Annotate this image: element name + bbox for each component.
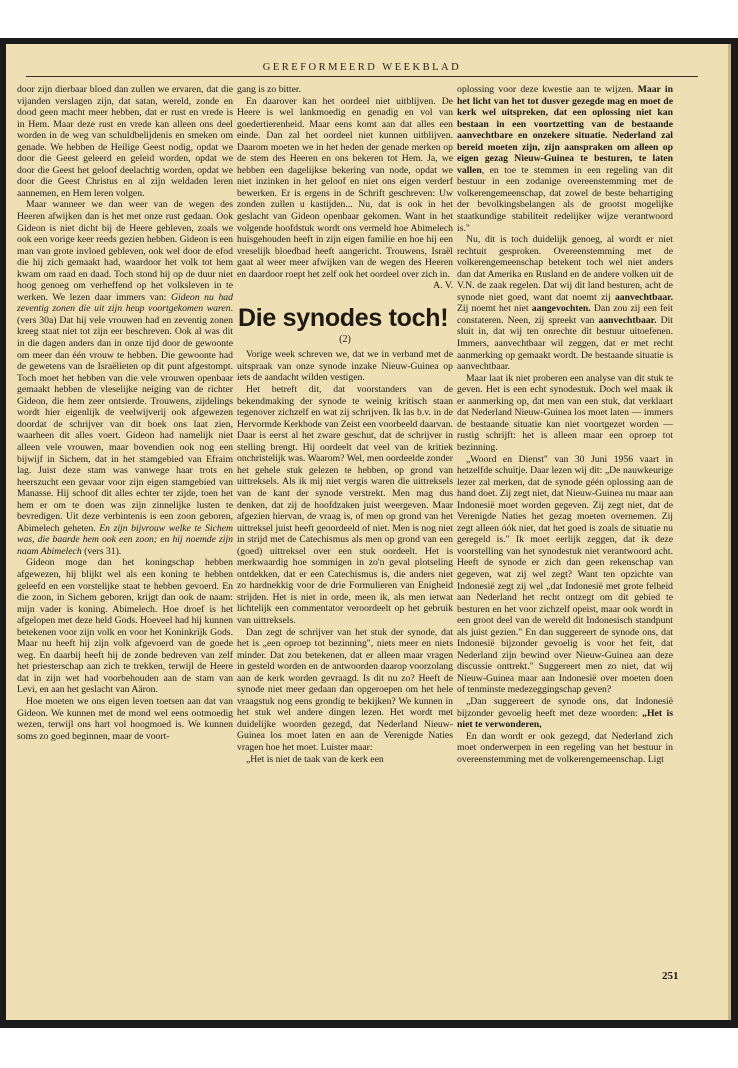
paragraph: Dan zegt de schrijver van het stuk der synode, dat het is „een oproep tot bezinning", niets meer en niets minder. Dat zou betekenen, dat er alleen maar vragen in gesteld worden en de antwoorden daarop voorzolang aan de kerk worden gevraagd. Is dit nu zo? Heeft de synode niet meer gedaan dan opgeroepen om het hele vraagstuk nog eens grondig te bekijken? We kunnen in het stuk wel andere dingen lezen. Het wordt met duidelijke woorden gezegd, dat Nederland Nieuw-Guinea los moet laten en aan de Verenigde Naties vragen hoe het moet. Luister maar: [237,626,453,753]
text-run: (vers 31). [81,545,122,557]
bold-quote: „Het is niet te verwonderen, [457,707,674,731]
text-run: , en toe te stemmen in een regeling van dit bestuur in een zodanige overeenstemming met de volkerengemeenschap, dat zowel de beste behartiging der bevolkingsbelangen als de grootst mogelijke staatkundige stabiliteit redelijker wijze verantwoord is." [457,164,673,234]
text-run: . (vers 30a) Dat hij vele vrouwen had en zeventig zonen kreeg staat niet tot zijn eer beschreven. Ook al was dit in die dagen anders dan in onze tijd door de gewoonte om meer dan één vrouw te hebben. Die gewoonte had de gewetens van de Israëlieten op dit punt afgestompt. Toch moet het hebben van die vele vrouwen openbaar gemaakt hebben de vleselijke neiging van de richter Gideon, die hem zeer ontsierde. Trouwens, zijdelings wordt hier eigenlijk de veelwijverij ook afgewezen doordat de schrijver van dit boek ons laat zien, waarheen dit alles voert. Gideon had namelijk niet alleen vele vrouwen, maar bovendien ook nog een bijwijf in Sichem, dat in het stamgebied van Efraim lag. Juist deze stam was vanwege haar trots en heerszucht een gevaar voor zijn eigen stamgebied van Manasse. Hij schoof dit alles echter ter zijde, toen het hem er om te doen was zijn zinnelijke lusten te bevredigen. Uit deze verbintenis is een zoon geboren, Abimelech geheten. [17,303,233,534]
paragraph [17,199,233,557]
text-run: Maar wanneer we dan weer van de wegen des Heeren afwijken dan is het met onze rust gedaan. Ook Gideon is niet dicht bij de Heere gebleven, zoals we ook een vorige keer reeds gezien hebben. Gideon is een man van grote invloed gebleven, ook wel door de efod die hij zich gemaakt had, waardoor het volk tot hem kwam om raad en daad. Toch stond hij op de duur niet hoog genoeg om verheffend op het volksleven in te werken. We lezen daar immers van: [17,199,233,303]
scripture-quote: En zijn bijvrouw welke te Sichem was, die baarde hem ook een zoon; en hij noemde zijn naam Abimelech [17,522,233,557]
magazine-page [6,44,731,1020]
text-run: oplossing voor deze kwestie aan te wijzen. [457,84,638,95]
paragraph: Hoe moeten we ons eigen leven toetsen aan dat van Gideon. We kunnen met de mond wel eens ootmoedig wezen, terwijl ons hart vol hoogmoed is. We kunnen soms zo goed beginnen, maar de voort- [17,695,233,742]
bold-quote: Maar in het licht van het tot dusver gezegde mag en moet de kerk wel uitspreken, dat een oplossing niet kan bestaan in een voortzetting van de bestaande aanvechtbare en onzekere situatie. Nederland zal bereid moeten zijn, zijn aanspraken om alleen op eigen gezag Nieuw-Guinea te besturen, te laten vallen [457,84,673,176]
paragraph: door zijn dierbaar bloed dan zullen we ervaren, dat die vijanden verslagen zijn, dat satan, wereld, zonde en dood geen macht meer hebben, dat er rust en vrede is in Hem. Maar deze rust en vrede kan alleen ons deel worden in de weg van schuldbelijdenis en smeken om genade. We hebben de Heilige Geest nodig, opdat we door die Geest geleerd en geleid worden, opdat we door die Geest het geloof deelachtig worden, opdat we door die Geest Christus en al zijn weldaden leren aannemen, en Hem leren volgen. [17,84,233,199]
paragraph [457,696,673,731]
running-header: GEREFORMEERD WEEKBLAD [262,62,462,73]
paragraph [457,234,673,373]
bold-word: aangevochten. [531,303,591,315]
bold-word: aanvechtbaar. [614,291,673,303]
paragraph: En dan wordt er ook gezegd, dat Nederland zich moet onderwerpen in een regeling van het bestuur in overeenstemming met de volkerengemeenschap. Ligt [457,730,673,765]
column-1 [17,84,233,742]
paragraph: Het betreft dit, dat voorstanders van de bekendmaking der synode te weinig kritisch staan tegenover zichzelf en wat zij schrijven. Ik las b.v. in de Hervormde Kerkbode van Zeist een voorbeeld daarvan. Daar is eerst al het zware geschut, dat de schrijver in stelling brengt. Hij oordeelt dat veel van de kritiek onchristelijk was. Waarom? Wel, men oordeelde zonder het gehele stuk gelezen te hebben, op grond van uittreksels. Als ik mij niet vergis waren die uittreksels van de kant der synode verstrekt. Men mag dus denken, dat zij de hoofdzaken juist weergeven. Maar afgezien hiervan, de vraag is, of men op grond van het uittreksel juist heeft geoordeeld of niet. Men is nog niet in strijd met de Catechismus als men op grond van een (goed) uittreksel over een stuk oordeelt. Het is merkwaardig hoe sommigen in zo'n geval plotseling ontdekken, dat er een Catechismus is, die anders niet zo hardnekkig voor de drie Formulieren van Enigheid strijden. Het is niet in orde, meen ik, als men ietwat lichtelijk een commentator veroordeelt op het gebruik van uittreksels. [237,384,453,626]
author-signature: A. V. [433,280,453,292]
text-run: Dit sluit in, dat wij ten onrechte dit bestuur uitoefenen. Immers, aanvechtbaar wil zeggen, dat er met recht aanmerking op gemaakt wordt. De bestaande situatie is aanvechtbaar. [457,314,673,373]
paragraph: Maar laat ik niet proberen een analyse van dit stuk te geven. Het is een echt synodestuk. Doch wel maak ik er aanmerking op, dat men van een stuk, dat verklaart dat Nederland Nieuw-Guinea los moet laten — immers de bestaande situatie kan niet voortgezet worden — rustig schrijft: het is alleen maar een oproep tot bezinning. [457,372,673,453]
paragraph: En daarover kan het oordeel niet uitblijven. De Heere is wel lankmoedig en genadig en vol van goedertierenheid. Maar eens komt aan dat alles een einde. Dan zal het oordeel niet kunnen uitblijven. Daarom moeten we in het heden der genade merken op de stem des Heeren en ons bekeren tot Hem. Ja, we hebben een dagelijkse bekering van node, opdat we niet inzinken in het geloof en niet ons eigen verderf bewerken. Er is ergens in de Schrift geschreven: Uw zonden zullen u kastijden... Nu, dat is ook in het geslacht van Gideon openbaar gekomen. Want in het volgende hoofdstuk wordt ons vermeld hoe Abimelech huisgehouden heeft in zijn eigen familie en hoe hij een vreselijk bloedbad heeft aangericht. Trouwens, Israël gaat al weer meer afwijken van de wegen des Heeren en daardoor roept het zelf ook het oordeel over zich in. [237,95,453,280]
text-run: Nu, dit is toch duidelijk genoeg, al wordt er niet rechtuit gesproken. Overeenstemming met de volkerengemeenschap betekent toch wel niet anders dan dat Amerika en Rusland en de andere volken uit de V.N. de zaak regelen. Dat wij dit land besturen, acht de synode niet goed, want dat noemt zij [457,234,673,303]
text-run: „Dan suggereert de synode ons, dat Indonesië bijzonder gevoelig heeft met deze woorden: [457,695,673,719]
bold-word: aanvechtbaar. [598,314,657,326]
article-number: (2) [339,333,351,345]
paragraph [457,84,673,234]
paragraph: Gideon moge dan het koningschap hebben afgewezen, hij blijkt wel als een koning te hebben geleefd en een vorstelijke staat te hebben gevoerd. En die zoon, in Sichem geboren, krijgt dan ook de naam: mijn vader is koning. Abimelech. Hoe droef is het afgelopen met deze held Gods. Hoeveel had hij kunnen betekenen voor zijn volk en voor het Koninkrijk Gods. Maar nu heeft hij zijn volk afgevoerd van de goede weg. En daarbij heeft hij de zonde bedreven van zelf het priesterschap aan zich te trekken, terwijl de Heere dat in zijn wet had voorbehouden aan de stam van Levi, en aan het geslacht van Aäron. [17,557,233,696]
paragraph: gang is zo bitter. [237,84,302,95]
paragraph: „Het is niet de taak van de kerk een [246,753,384,765]
text-run: Zij noemt het niet [457,303,532,315]
column-3 [457,84,673,765]
scripture-quote: Gideon nu had zeventig zonen die uit zijn heup voortgekomen waren [17,291,233,315]
paragraph: „Woord en Dienst" van 30 Juni 1956 vaart in hetzelfde schuitje. Daar lezen wij dit: „De nauwkeurige lezer zal merken, dat de synode géén oplossing aan de hand doet. Zij zegt niet, dat Nieuw-Guinea nu maar aan Indonesië moet worden gegeven. Zij zegt niet, dat de Verenigde Naties het gezag moeten overnemen. Zij zegt alleen óók niet, dat het goed is zoals de situatie nu geregeld is." Ik moet eerlijk zeggen, dat ik deze voorstelling van het synodestuk niet verantwoord acht. Heeft de synode er zich dan geen rekenschap van gegeven, wat zij wel zegt? Want ten opzichte van Indonesië zegt zij wel „dat Indonesië met grote felheid aan Nederland het recht ontzegt om dit gebied te besturen en het voor zichzelf opeist, maar ook wordt in een groot deel van de wereld dit Indonesisch standpunt als juist gezien." En dan suggereert de synode ons, dat Indonesië bijzonder gevoelig is voor het feit, dat Nederland zijn bewind over Nieuw-Guinea aan deze discussie onttrekt." Suggereert men zo niet, dat wij Nieuw-Guinea maar aan Indonesië over moeten doen of tenminste medezeggingschap geven? [457,453,673,696]
header-rule [26,76,698,77]
paragraph: Vorige week schreven we, dat we in verband met de uitspraak van onze synode inzake Nieuw-Guinea op iets de aandacht wilden vestigen. [237,349,453,384]
page-number: 251 [662,970,679,982]
article-title: Die synodes toch! [238,303,449,332]
text-run: Dan zou zij een feit constateren. Neen, zij spreekt van [457,303,673,326]
column-2 [237,84,453,765]
